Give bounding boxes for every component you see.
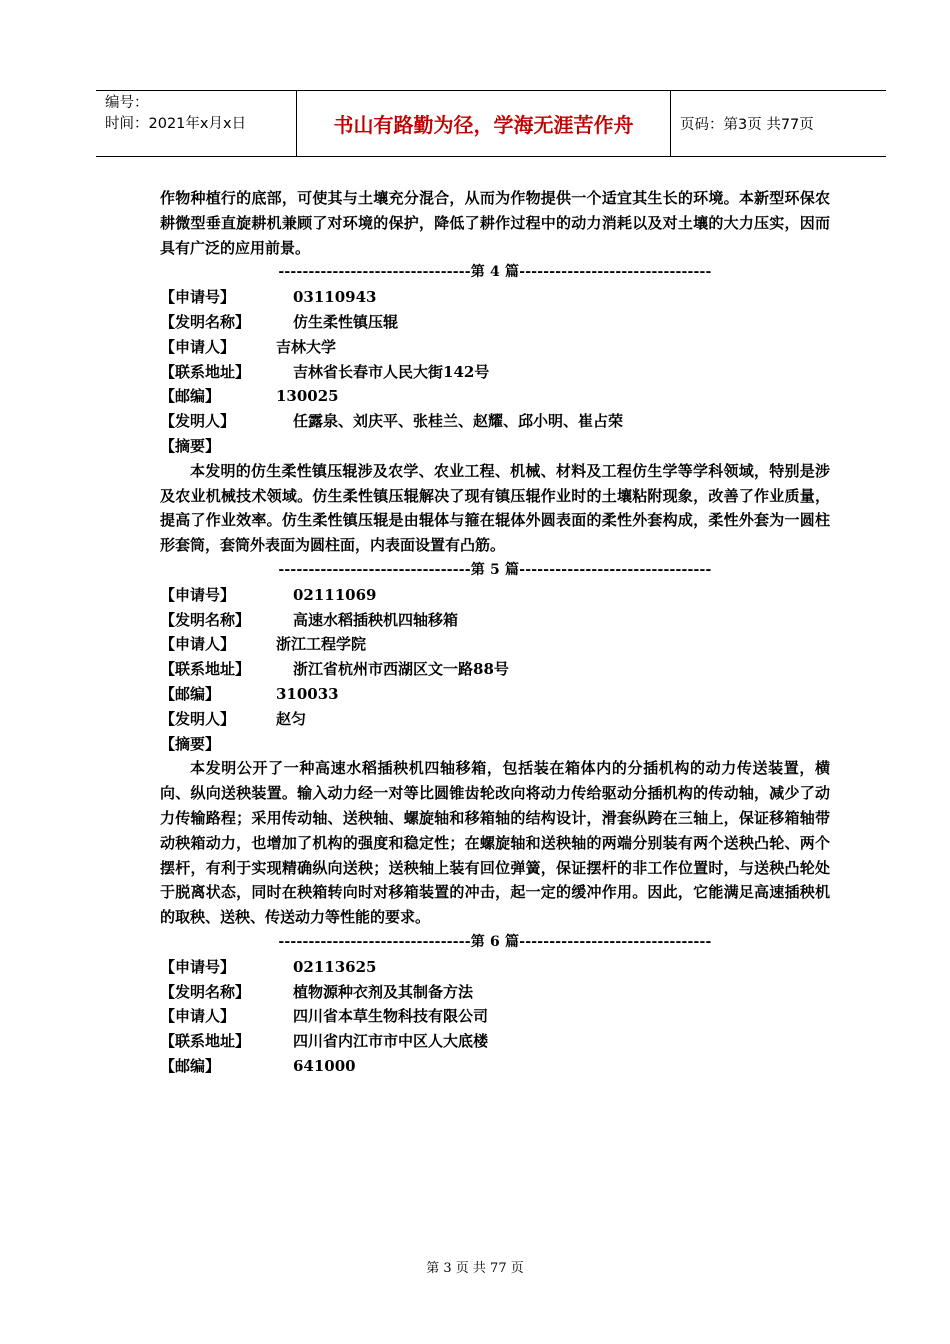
address-row [160, 360, 830, 385]
applicant-label: 【申请人】 [160, 337, 236, 356]
inventor-value: 任露泉、刘庆平、张桂兰、赵耀、邱小明、崔占荣 [293, 412, 624, 431]
app-no-value: 02111069 [293, 585, 377, 604]
address-label: 【联系地址】 [160, 1032, 251, 1051]
abstract-row [160, 434, 830, 459]
app-no-label: 【申请号】 [160, 585, 236, 604]
header-page-code: 页码：第3页 共77页 [680, 117, 814, 133]
postcode-value: 310033 [276, 684, 339, 703]
postcode-label: 【邮编】 [160, 387, 221, 406]
patent-entry [160, 930, 830, 1079]
inventor-row [160, 409, 830, 434]
postcode-value: 130025 [276, 387, 339, 406]
postcode-label: 【邮编】 [160, 684, 221, 703]
title-value: 植物源种衣剂及其制备方法 [293, 982, 474, 1001]
address-label: 【联系地址】 [160, 362, 251, 381]
patent-entry [160, 260, 830, 558]
abstract-text: 本发明公开了一种高速水稻插秧机四轴移箱，包括装在箱体内的分插机构的动力传送装置，横向、纵向送秧装置。输入动力经一对等比圆锥齿轮改向将动力传给驱动分插机构的传动轴，减少了动力传输路程；采用传动轴、送秧轴、螺旋轴和移箱轴的结构设计，滑套纵跨在三轴上，保证移箱轴带动秧箱动力，也增加了机构的强度和稳定性；在螺旋轴和送秧轴的两端分别装有两个送秧凸轮、两个摆杆，有利于实现精确纵向送秧；送秧轴上装有回位弹簧，保证摆杆的非工作位置时，与送秧凸轮处于脱离状态，同时在秧箱转向时对移箱装置的冲击，起一定的缓冲作用。因此，它能满足高速插秧机的取秧、送秧、传送动力等性能的要求。 [160, 759, 830, 927]
postcode-label: 【邮编】 [160, 1056, 221, 1075]
title-label: 【发明名称】 [160, 982, 251, 1001]
postcode-row [160, 682, 830, 707]
app-no-value: 02113625 [293, 957, 377, 976]
title-label: 【发明名称】 [160, 610, 251, 629]
applicant-label: 【申请人】 [160, 635, 236, 654]
address-value: 吉林省长春市人民大街142号 [293, 362, 490, 381]
title-row [160, 608, 830, 633]
app-no-row [160, 583, 830, 608]
entry-separator: --------------------------------第 5 篇-------------------------------- [278, 561, 712, 578]
app-no-label: 【申请号】 [160, 288, 236, 307]
page-footer: 第 3 页 共 77 页 [426, 1261, 524, 1276]
applicant-row [160, 1004, 830, 1029]
entry-separator: --------------------------------第 6 篇-------------------------------- [278, 933, 712, 950]
title-row [160, 980, 830, 1005]
abstract-text: 本发明的仿生柔性镇压辊涉及农学、农业工程、机械、材料及工程仿生学等学科领域，特别是涉及农业机械技术领域。仿生柔性镇压辊解决了现有镇压辊作业时的土壤粘附现象，改善了作业质量，提高了作业效率。仿生柔性镇压辊是由辊体与箍在辊体外圆表面的柔性外套构成，柔性外套为一圆柱形套筒，套筒外表面为圆柱面，内表面设置有凸筋。 [160, 461, 830, 555]
applicant-value: 吉林大学 [276, 337, 337, 356]
applicant-row [160, 632, 830, 657]
document-time-label: 时间：2021年x月x日 [105, 116, 247, 132]
postcode-row [160, 384, 830, 409]
intro-paragraph: 作物种植行的底部，可使其与土壤充分混合，从而为作物提供一个适宜其生长的环境。本新型环保农耕微型垂直旋耕机兼顾了对环境的保护，降低了耕作过程中的动力消耗以及对土壤的大力压实，因而具有广泛的应用前景。 [160, 189, 830, 257]
app-no-row [160, 955, 830, 980]
applicant-row [160, 335, 830, 360]
applicant-value: 四川省本草生物科技有限公司 [293, 1007, 489, 1026]
title-value: 仿生柔性镇压辊 [293, 312, 399, 331]
postcode-row [160, 1054, 830, 1079]
app-no-row [160, 285, 830, 310]
postcode-value: 641000 [293, 1056, 356, 1075]
abstract-row [160, 732, 830, 757]
title-row [160, 310, 830, 335]
patent-entry [160, 558, 830, 930]
header-meta [96, 91, 297, 156]
document-number-label: 编号： [105, 95, 149, 111]
inventor-label: 【发明人】 [160, 412, 236, 431]
address-value: 四川省内江市市中区人大底楼 [293, 1032, 489, 1051]
header-motto: 书山有路勤为径，学海无涯苦作舟 [297, 91, 671, 156]
entry-separator: --------------------------------第 4 篇-------------------------------- [278, 264, 712, 281]
address-value: 浙江省杭州市西湖区文一路88号 [293, 660, 509, 679]
abstract-label: 【摘要】 [160, 734, 221, 753]
app-no-label: 【申请号】 [160, 957, 236, 976]
app-no-value: 03110943 [293, 288, 377, 307]
page-header [96, 90, 886, 157]
address-row [160, 1029, 830, 1054]
abstract-label: 【摘要】 [160, 436, 221, 455]
document-body [160, 186, 830, 1079]
inventor-row [160, 707, 830, 732]
applicant-label: 【申请人】 [160, 1007, 236, 1026]
inventor-value: 赵匀 [276, 709, 307, 728]
title-value: 高速水稻插秧机四轴移箱 [293, 610, 459, 629]
applicant-value: 浙江工程学院 [276, 635, 367, 654]
address-row [160, 657, 830, 682]
address-label: 【联系地址】 [160, 660, 251, 679]
title-label: 【发明名称】 [160, 312, 251, 331]
inventor-label: 【发明人】 [160, 709, 236, 728]
